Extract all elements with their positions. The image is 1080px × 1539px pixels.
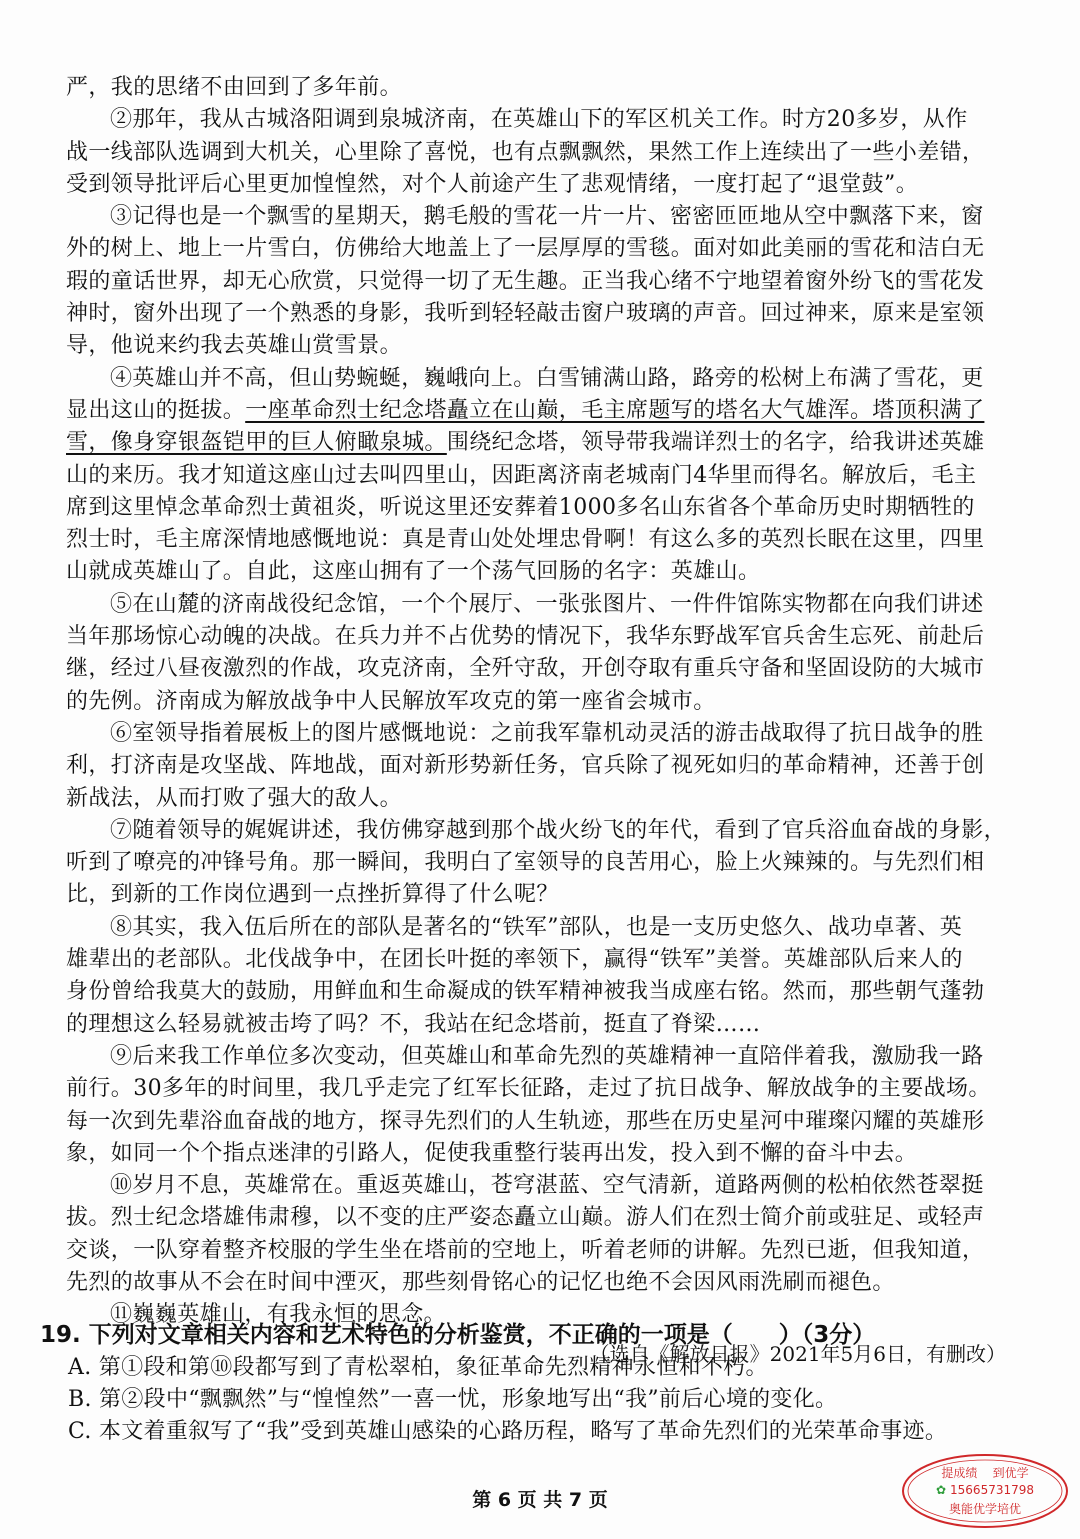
passage-line: 的先例。济南成为解放战争中人民解放军攻克的第一座省会城市。	[66, 688, 716, 714]
paragraph-3-line: ③记得也是一个飘雪的星期天，鹅毛般的雪花一片一片、密密匝匝地从空中飘落下来，窗	[110, 204, 984, 230]
passage-line: 的理想这么轻易就被击垮了吗？不，我站在纪念塔前，挺直了脊梁……	[66, 1011, 761, 1037]
passage-line: 烈士时，毛主席深情地感慨地说：真是青山处处埋忠骨啊！有这么多的英烈长眠在这里，四里	[66, 527, 985, 553]
option-c[interactable]: C. 本文着重叙写了“我”受到英雄山感染的心路历程，略写了革命先烈们的光荣革命事迹。	[68, 1419, 948, 1444]
underlined-sentence: 雪，像身穿银盔铠甲的巨人俯瞰泉城。	[66, 430, 447, 456]
passage-line: 前行。30多年的时间里，我几乎走完了红军长征路，走过了抗日战争、解放战争的主要战场。	[66, 1076, 991, 1102]
passage-line	[66, 427, 1012, 459]
option-b[interactable]: B. 第②段中“飘飘然”与“惶惶然”一喜一忧，形象地写出“我”前后心境的变化。	[68, 1387, 838, 1412]
paragraph-4-line: ④英雄山并不高，但山势蜿蜒，巍峨向上。白雪铺满山路，路旁的松树上布满了雪花，更	[110, 365, 984, 391]
text-segment: 显出这山的挺拔。	[66, 397, 246, 423]
paragraph-6-line: ⑥室领导指着展板上的图片感慨地说：之前我军靠机动灵活的游击战取得了抗日战争的胜	[110, 720, 984, 746]
paragraph-10-line: ⑩岁月不息，英雄常在。重返英雄山，苍穹湛蓝、空气清新，道路两侧的松柏依然苍翠挺	[110, 1173, 984, 1199]
underlined-sentence: 一座革命烈士纪念塔矗立在山巅，毛主席题写的塔名大气雄浑。塔顶积满了	[245, 397, 985, 423]
article-source: （选自《解放日报》2021年5月6日，有删改）	[589, 1341, 1006, 1366]
promo-stamp	[900, 1452, 1070, 1530]
passage-line: 严，我的思绪不由回到了多年前。	[66, 75, 403, 100]
paragraph-11-line: ⑪巍巍英雄山，有我永恒的思念。	[110, 1302, 447, 1328]
passage-line: 新战法，从而打败了强大的敌人。	[66, 785, 403, 811]
passage-line: 拔。烈士纪念塔雄伟肃穆，以不变的庄严姿态矗立山巅。游人们在烈士简介前或驻足、或轻声	[66, 1205, 985, 1231]
passage-line: 象，如同一个个指点迷津的引路人，促使我重整行装再出发，投入到不懈的奋斗中去。	[66, 1140, 918, 1166]
passage-line: 身份曾给我莫大的鼓励，用鲜血和生命凝成的铁军精神被我当成座右铭。然而，那些朝气蓬勃	[66, 979, 985, 1005]
paragraph-9-line: ⑨后来我工作单位多次变动，但英雄山和革命先烈的英雄精神一直陪伴着我，激励我一路	[110, 1043, 984, 1069]
question-19	[40, 1318, 1040, 1448]
paragraph-2-line: ②那年，我从古城洛阳调到泉城济南，在英雄山下的军区机关工作。时方20多岁，从作	[110, 107, 968, 133]
question-stem: 19. 下列对文章相关内容和艺术特色的分析鉴赏，不正确的一项是（ ）（3分）	[40, 1322, 876, 1348]
reading-passage	[66, 72, 1012, 1370]
wechat-icon: ✿	[935, 1483, 947, 1497]
passage-line: 外的树上、地上一片雪白，仿佛给大地盖上了一层厚厚的雪毯。面对如此美丽的雪花和洁白无	[66, 236, 985, 262]
passage-line	[66, 395, 1012, 427]
stamp-phone-row	[900, 1483, 1070, 1497]
paragraph-8-line: ⑧其实，我入伍后所在的部队是著名的“铁军”部队，也是一支历史悠久、战功卓著、英	[110, 914, 963, 940]
passage-line: 当年那场惊心动魄的决战。在兵力并不占优势的情况下，我华东野战军官兵舍生忘死、前赴后	[66, 624, 985, 650]
text-segment: 围绕纪念塔，领导带我端详烈士的名字，给我讲述英雄	[446, 430, 985, 456]
passage-line: 山就成英雄山了。自此，这座山拥有了一个荡气回肠的名字：英雄山。	[66, 559, 761, 585]
passage-line: 席到这里悼念革命烈士黄祖炎，听说这里还安葬着1000多名山东省各个革命历史时期牺牲的	[66, 494, 975, 520]
stamp-name: 奥能优学培优	[948, 1502, 1021, 1516]
passage-line: 受到领导批评后心里更加惶惶然，对个人前途产生了悲观情绪，一度打起了“退堂鼓”。	[66, 171, 919, 197]
passage-line: 导，他说来约我去英雄山赏雪景。	[66, 333, 403, 359]
passage-line: 先烈的故事从不会在时间中湮灭，那些刻骨铭心的记忆也绝不会因风雨洗刷而褪色。	[66, 1269, 895, 1295]
stamp-slogan	[900, 1466, 1070, 1480]
passage-line: 利，打济南是攻坚战、阵地战，面对新形势新任务，官兵除了视死如归的革命精神，还善于创	[66, 753, 985, 779]
stamp-phone: 15665731798	[950, 1483, 1035, 1497]
passage-line: 神时，窗外出现了一个熟悉的身影，我听到轻轻敲击窗户玻璃的声音。回过神来，原来是室领	[66, 301, 985, 327]
passage-line: 雄辈出的老部队。北伐战争中，在团长叶挺的率领下，赢得“铁军”美誉。英雄部队后来人的	[66, 947, 963, 973]
paragraph-7-line: ⑦随着领导的娓娓讲述，我仿佛穿越到那个战火纷飞的年代，看到了官兵浴血奋战的身影，	[110, 817, 1007, 843]
stamp-slogan-right: 到优学	[992, 1466, 1029, 1480]
passage-line: 战一线部队选调到大机关，心里除了喜悦，也有点飘飘然，果然工作上连续出了一些小差错，	[66, 139, 985, 165]
passage-line: 每一次到先辈浴血奋战的地方，探寻先烈们的人生轨迹，那些在历史星河中璀璨闪耀的英雄形	[66, 1108, 985, 1134]
option-a[interactable]: A. 第①段和第⑩段都写到了青松翠柏，象征革命先烈精神永恒和不朽。	[68, 1355, 768, 1380]
passage-line: 比，到新的工作岗位遇到一点挫折算得了什么呢？	[66, 882, 559, 908]
passage-line: 听到了嘹亮的冲锋号角。那一瞬间，我明白了室领导的良苦用心，脸上火辣辣的。与先烈们相	[66, 850, 985, 876]
passage-line: 继，经过八昼夜激烈的作战，攻克济南，全歼守敌，开创夺取有重兵守备和坚固设防的大城市	[66, 656, 985, 682]
paragraph-5-line: ⑤在山麓的济南战役纪念馆，一个个展厅、一张张图片、一件件馆陈实物都在向我们讲述	[110, 591, 984, 617]
passage-line: 瑕的童话世界，却无心欣赏，只觉得一切了无生趣。正当我心绪不宁地望着窗外纷飞的雪花发	[66, 268, 985, 294]
page-number: 第 6 页 共 7 页	[472, 1489, 608, 1511]
stamp-slogan-left: 提成绩	[941, 1466, 978, 1480]
passage-line: 交谈，一队穿着整齐校服的学生坐在塔前的空地上，听着老师的讲解。先烈已逝，但我知道，	[66, 1237, 985, 1263]
passage-line: 山的来历。我才知道这座山过去叫四里山，因距离济南老城南门4华里而得名。解放后，毛主	[66, 462, 977, 488]
